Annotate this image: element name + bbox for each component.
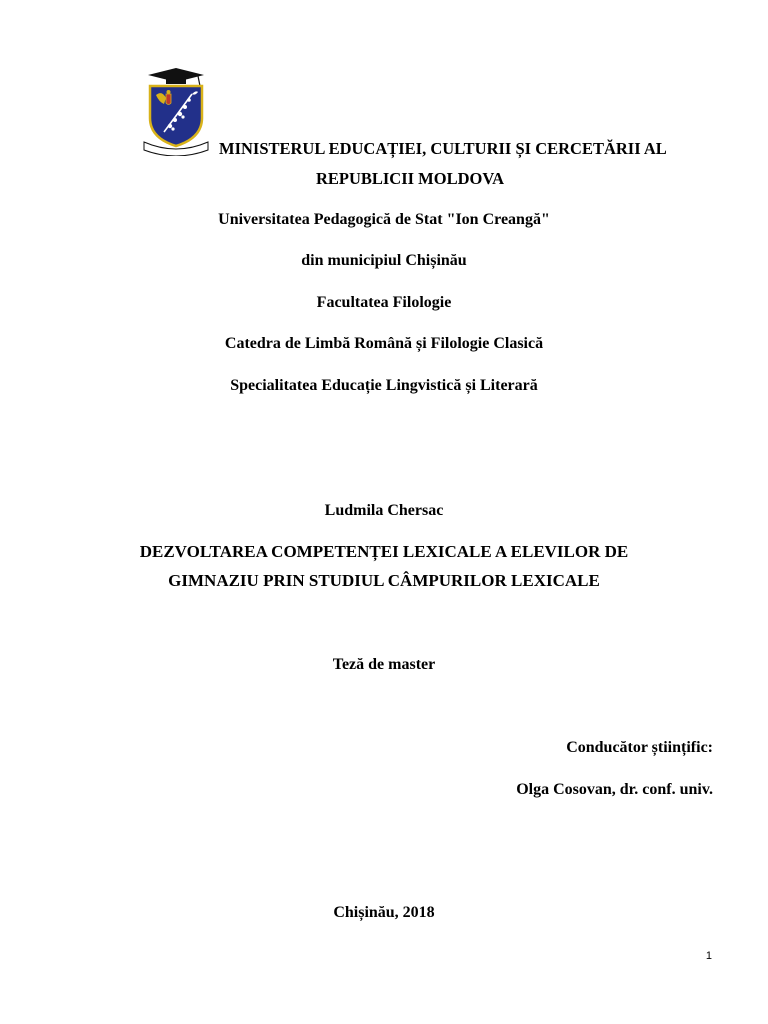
city-year: Chișinău, 2018 (333, 904, 435, 921)
thesis-title-line1: DEZVOLTAREA COMPETENȚEI LEXICALE A ELEVILOR DE (139, 542, 629, 561)
university-name: Universitatea Pedagogică de Stat "Ion Creangă" (218, 211, 550, 228)
page-number: 1 (705, 950, 712, 962)
thesis-type: Teză de master (332, 656, 436, 673)
supervisor-name: Olga Cosovan, dr. conf. univ. (516, 781, 713, 798)
specialty-name: Specialitatea Educație Lingvistică și Literară (230, 377, 538, 394)
department-name: Catedra de Limbă Română și Filologie Clasică (224, 335, 544, 352)
thesis-title-line2: GIMNAZIU PRIN STUDIUL CÂMPURILOR LEXICALE (168, 571, 600, 590)
ministry-title-line2: REPUBLICII MOLDOVA (315, 169, 505, 188)
municipality: din municipiul Chișinău (301, 252, 467, 269)
faculty-name: Facultatea Filologie (316, 294, 452, 311)
university-crest-icon (140, 66, 212, 156)
author-name: Ludmila Chersac (324, 502, 444, 519)
ministry-title-line1: MINISTERUL EDUCAȚIEI, CULTURII ȘI CERCETĂRII AL (219, 139, 667, 158)
supervisor-label: Conducător științific: (566, 739, 713, 756)
